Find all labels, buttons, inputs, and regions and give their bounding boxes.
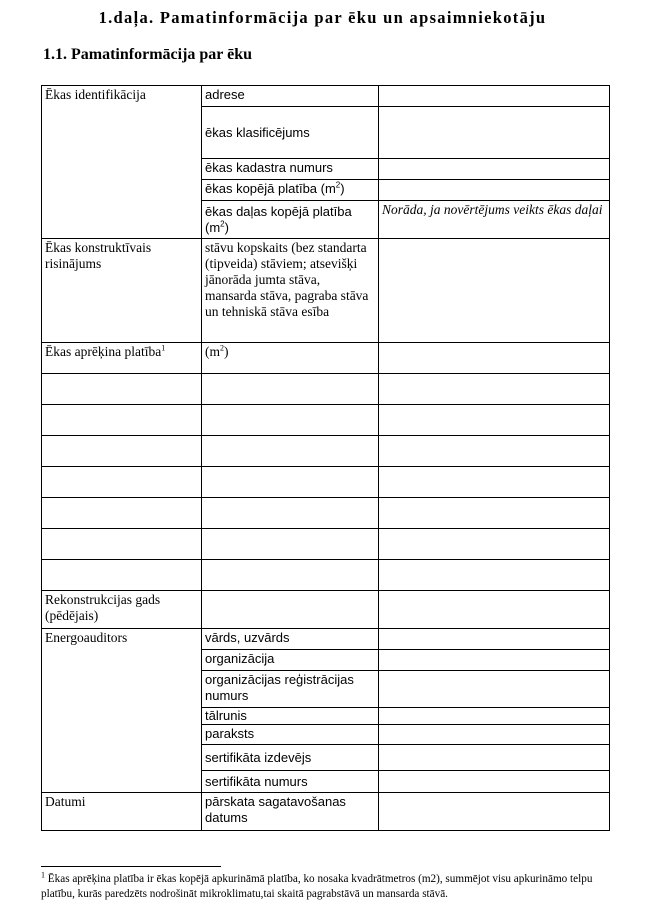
reconstruction-value[interactable] [202,591,379,629]
empty-cell[interactable] [379,374,610,405]
total-area-value[interactable] [379,180,610,201]
table-row [42,591,610,629]
empty-cell[interactable] [202,498,379,529]
organization-label: organizācija [202,650,379,671]
organization-value[interactable] [379,650,610,671]
table-row [42,239,610,343]
empty-cell[interactable] [379,529,610,560]
floors-value[interactable] [379,239,610,343]
empty-cell[interactable] [42,560,202,591]
empty-cell[interactable] [42,436,202,467]
calc-area-value[interactable] [379,343,610,374]
section-title: 1.1. Pamatinformācija par ēku [43,46,253,63]
empty-cell[interactable] [42,467,202,498]
phone-label: tālrunis [202,708,379,725]
empty-cell[interactable] [42,405,202,436]
empty-cell[interactable] [379,467,610,498]
table-row [42,629,610,650]
footnote-divider [41,866,221,867]
empty-cell[interactable] [202,467,379,498]
table-row [42,560,610,591]
empty-cell[interactable] [379,560,610,591]
auditor-label: Energoauditors [42,629,202,793]
table-row [42,467,610,498]
empty-cell[interactable] [379,436,610,467]
phone-value[interactable] [379,708,610,725]
empty-cell[interactable] [202,374,379,405]
report-date-label: pārskata sagatavošanas datums [202,793,379,831]
table-row [42,793,610,831]
table-row [42,498,610,529]
signature-label: paraksts [202,725,379,745]
report-date-value[interactable] [379,793,610,831]
dates-label: Datumi [42,793,202,831]
classification-label: ēkas klasificējums [202,107,379,159]
empty-cell[interactable] [42,374,202,405]
empty-cell[interactable] [202,405,379,436]
table-row [42,436,610,467]
empty-cell[interactable] [379,405,610,436]
part-area-note: Norāda, ja novērtējums veikts ēkas daļai [379,201,610,239]
cert-issuer-value[interactable] [379,745,610,771]
reconstruction-label: Rekonstrukcijas gads (pēdējais) [42,591,202,629]
table-row [42,529,610,560]
cert-issuer-label: sertifikāta izdevējs [202,745,379,771]
reconstruction-extra[interactable] [379,591,610,629]
footnote: $^1$ Ēkas aprēķina platība ir ēkas kopējā apkurināmā platība, ko nosaka kvadrātmetros (m2), summējot visu apkurināmo telpu platību, kurās paredzēts nodrošināt mikroklimatu,tai skaitā pagrabstāvā un mansarda stāvā. [41,870,593,900]
org-reg-value[interactable] [379,671,610,708]
calc-area-unit: $(m^2)$ [202,343,379,374]
address-label: adrese [202,86,379,107]
empty-cell[interactable] [42,498,202,529]
floors-label: stāvu kopskaits (bez standarta (tipveida) stāviem; atsevišķi jānorāda jumta stāva, mansarda stāva, pagraba stāva un tehniskā stāva esība [202,239,379,343]
empty-cell[interactable] [202,436,379,467]
cert-number-value[interactable] [379,771,610,793]
page-title: 1.daļa. Pamatinformācija par ēku un apsaimniekotāju [98,8,547,27]
org-reg-label: organizācijas reģistrācijas numurs [202,671,379,708]
cadastre-label: ēkas kadastra numurs [202,159,379,180]
cadastre-value[interactable] [379,159,610,180]
empty-cell[interactable] [379,498,610,529]
auditor-name-label: vārds, uzvārds [202,629,379,650]
signature-value[interactable] [379,725,610,745]
classification-value[interactable] [379,107,610,159]
construction-label: Ēkas konstruktīvais risinājums [42,239,202,343]
building-info-table [41,85,610,831]
empty-cell[interactable] [202,529,379,560]
calc-area-label: Ēkas aprēķina platība$^1$ [42,343,202,374]
empty-cell[interactable] [42,529,202,560]
table-row [42,86,610,107]
total-area-label: ēkas kopējā platība $(m^2)$ [202,180,379,201]
cert-number-label: sertifikāta numurs [202,771,379,793]
table-row [42,343,610,374]
auditor-name-value[interactable] [379,629,610,650]
table-row [42,374,610,405]
address-value[interactable] [379,86,610,107]
table-row [42,405,610,436]
building-id-label: Ēkas identifikācija [42,86,202,239]
part-area-label: ēkas daļas kopējā platība $(m^2)$ [202,201,379,239]
empty-cell[interactable] [202,560,379,591]
